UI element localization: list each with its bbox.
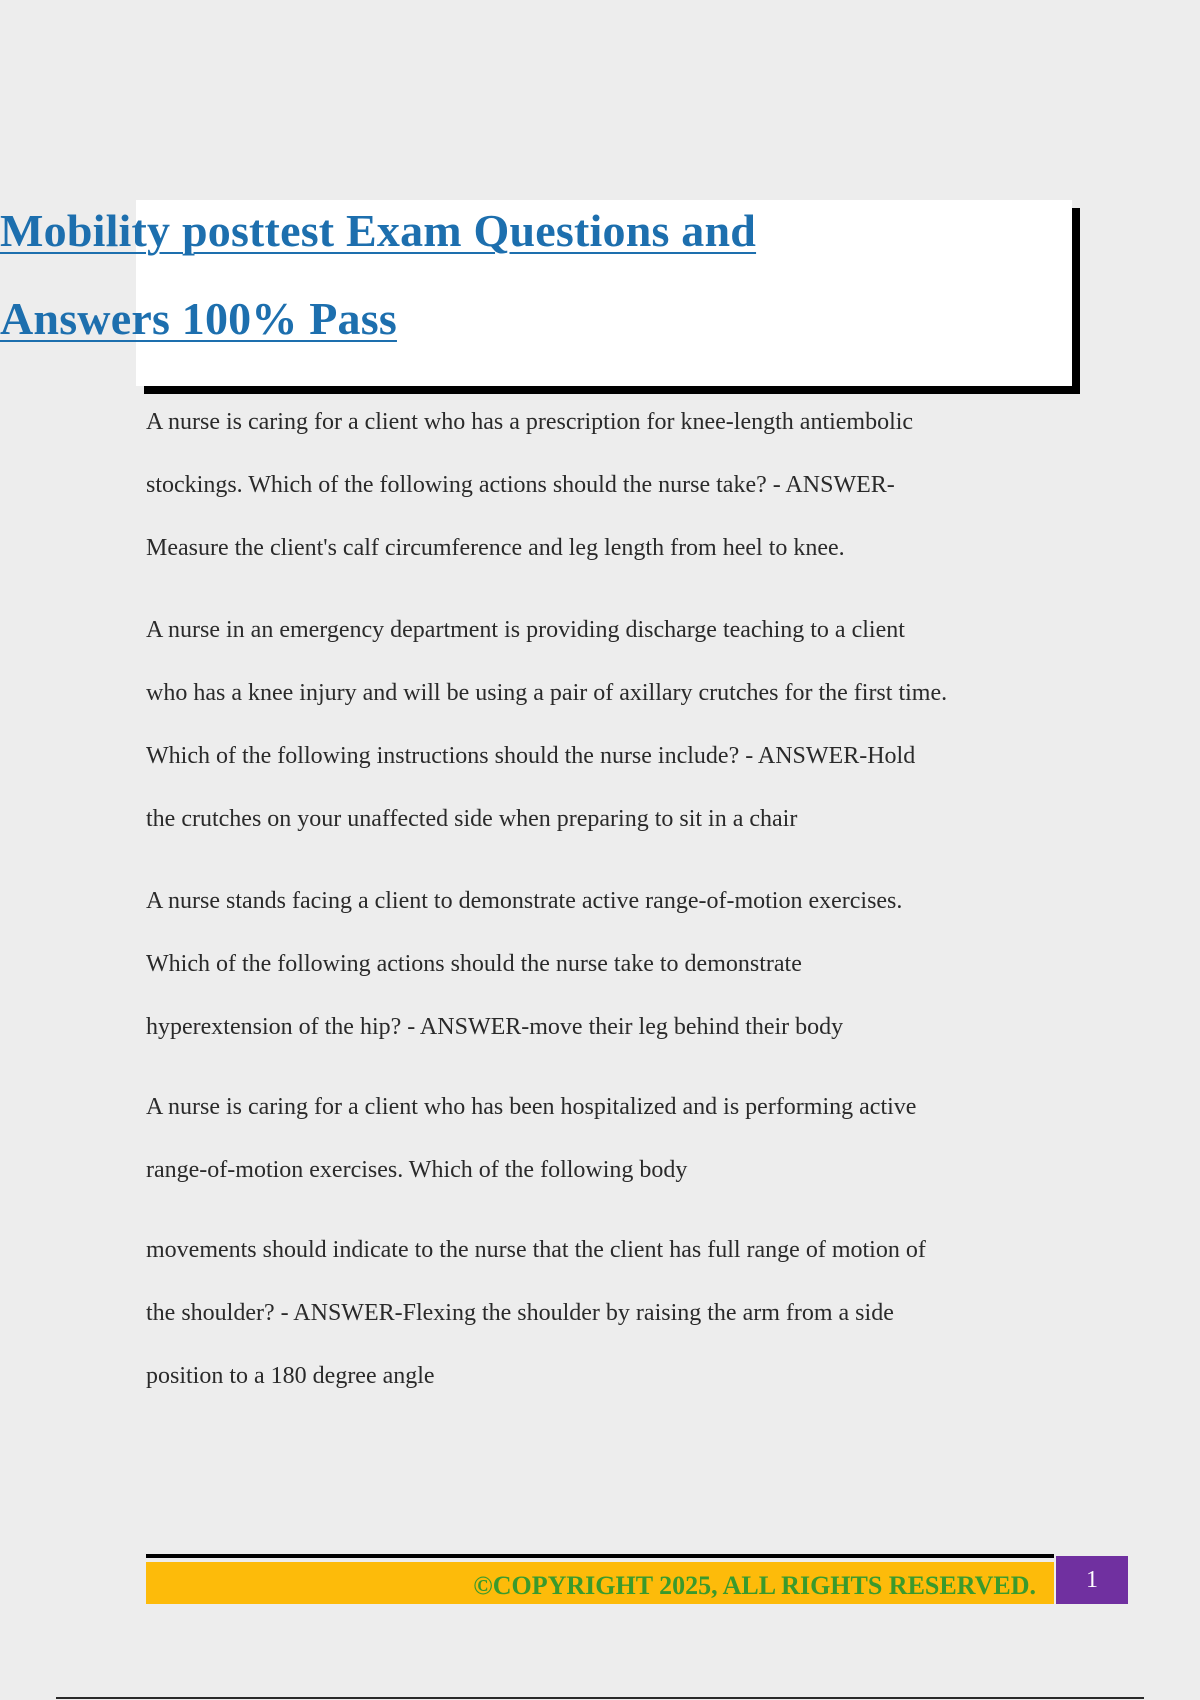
question-answer-4: [146, 1076, 1076, 1202]
text-line: range-of-motion exercises. Which of the following body: [146, 1157, 688, 1183]
question-answer-4-continued: [146, 1219, 1076, 1408]
text-line: movements should indicate to the nurse that the client has full range of motion of: [146, 1237, 926, 1263]
footer-rule: [146, 1554, 1054, 1558]
text-line: A nurse stands facing a client to demonstrate active range-of-motion exercises.: [146, 888, 903, 914]
text-line: A nurse is caring for a client who has been hospitalized and is performing active: [146, 1094, 917, 1120]
document-title-line-1: Mobility posttest Exam Questions and: [0, 205, 757, 256]
question-answer-1: [146, 391, 1076, 580]
text-line: the shoulder? - ANSWER-Flexing the shoulder by raising the arm from a side: [146, 1300, 894, 1326]
page-bottom-rule: [56, 1697, 1144, 1699]
text-line: A nurse in an emergency department is providing discharge teaching to a client: [146, 617, 905, 643]
text-line: Measure the client's calf circumference and leg length from heel to knee.: [146, 535, 845, 561]
page-number: 1: [1056, 1556, 1128, 1604]
text-line: position to a 180 degree angle: [146, 1363, 435, 1389]
question-answer-2: [146, 599, 1076, 851]
question-answer-3: [146, 870, 1076, 1059]
copyright-notice: ©COPYRIGHT 2025, ALL RIGHTS RESERVED.: [473, 1571, 1036, 1600]
text-line: the crutches on your unaffected side when preparing to sit in a chair: [146, 806, 798, 832]
document-title-line-2: Answers 100% Pass: [0, 293, 397, 344]
text-line: hyperextension of the hip? - ANSWER-move their leg behind their body: [146, 1014, 844, 1040]
text-line: A nurse is caring for a client who has a prescription for knee-length antiembolic: [146, 409, 914, 435]
footer-bar: [146, 1562, 1054, 1604]
text-line: Which of the following instructions should the nurse include? - ANSWER-Hold: [146, 743, 916, 769]
text-line: stockings. Which of the following actions should the nurse take? - ANSWER-: [146, 472, 895, 498]
text-line: Which of the following actions should the nurse take to demonstrate: [146, 951, 802, 977]
text-line: who has a knee injury and will be using a pair of axillary crutches for the first time.: [146, 680, 948, 706]
